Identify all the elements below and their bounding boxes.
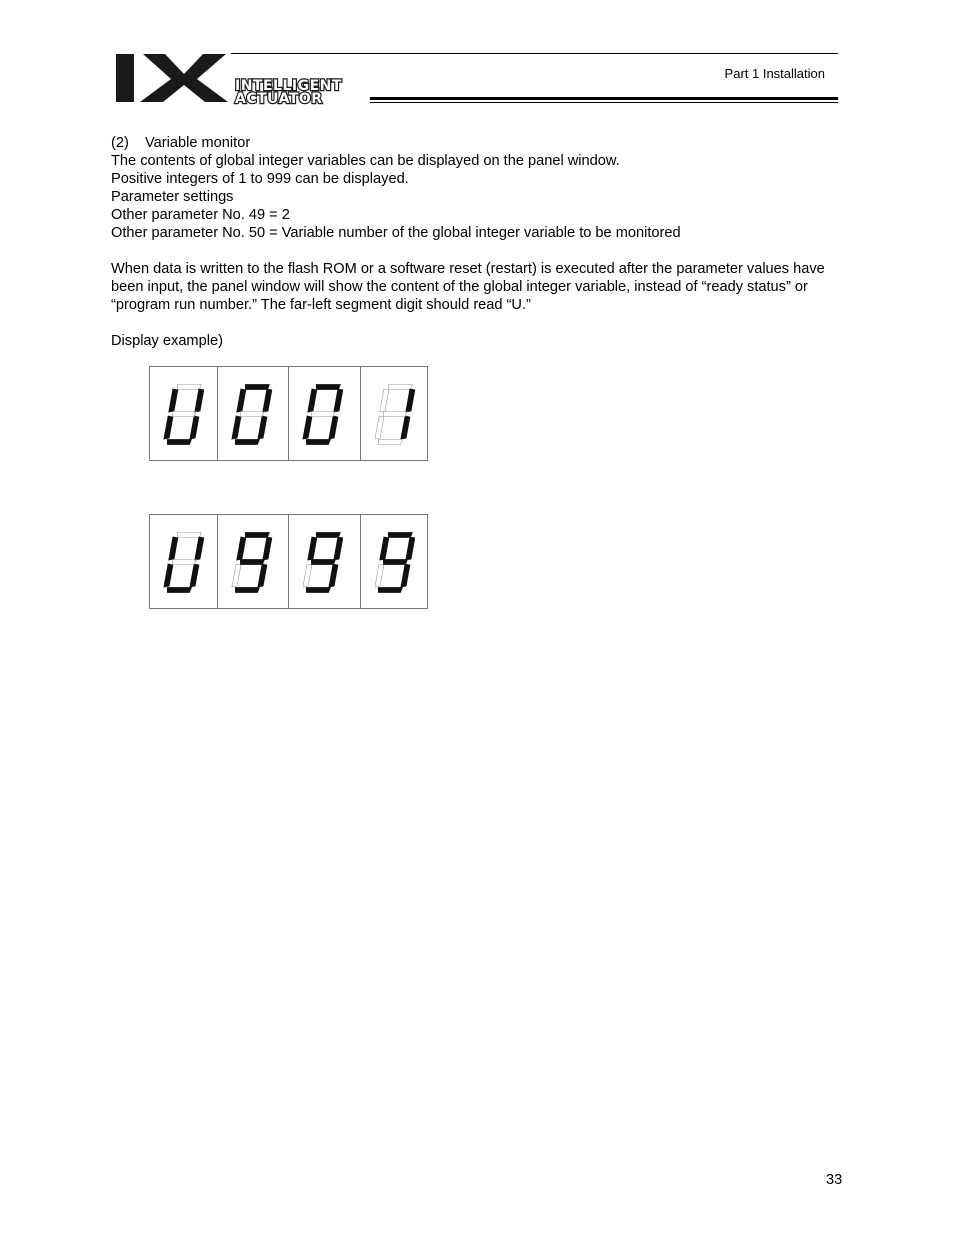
segment-b [406, 537, 415, 560]
segment-b [334, 389, 343, 412]
segment-e [164, 564, 173, 587]
segment-d [378, 588, 402, 593]
segment-d [306, 440, 330, 445]
segment-b [263, 389, 272, 412]
segment-a [388, 385, 412, 390]
seven-segment-digit [371, 529, 423, 595]
ix-logo [113, 50, 398, 106]
segment-e [375, 416, 384, 439]
segment-c [329, 564, 338, 587]
segment-b [195, 537, 204, 560]
segment-e [232, 416, 241, 439]
display-panel-1 [149, 366, 428, 461]
body-paragraph: When data is written to the flash ROM or a software reset (restart) is executed after the parameter values have been input, the panel window will show the content of the global integer variable, instead of “ready status” or “program run number.” The far-left segment digit should read “U.” [111, 261, 825, 313]
segment-c [258, 564, 267, 587]
section-label: Part 1 Installation [724, 66, 825, 81]
seven-segment-digit [228, 529, 280, 595]
segment-f [237, 537, 246, 560]
seven-segment-digit [160, 381, 212, 447]
logo-line1: INTELLIGENT [235, 78, 342, 94]
section-number: (2) [111, 135, 129, 151]
segment-f [169, 389, 178, 412]
seven-segment-digit [299, 529, 351, 595]
segment-f [237, 389, 246, 412]
segment-g [383, 412, 407, 417]
segment-g [311, 560, 335, 565]
display-panel-2 [149, 514, 428, 609]
segment-b [406, 389, 415, 412]
segment-c [329, 416, 338, 439]
seven-segment-digit [160, 529, 212, 595]
body-line: Other parameter No. 49 = 2 [111, 207, 290, 223]
header-rule-bottom-thin [370, 102, 838, 103]
section-title: Variable monitor [145, 135, 251, 151]
content [111, 134, 841, 350]
segment-d [167, 440, 191, 445]
segment-a [388, 533, 412, 538]
segment-g [240, 560, 264, 565]
segment-g [311, 412, 335, 417]
seven-segment-digit [228, 381, 280, 447]
body-line: Positive integers of 1 to 999 can be displayed. [111, 171, 409, 187]
segment-e [303, 564, 312, 587]
segment-c [258, 416, 267, 439]
segment-f [380, 389, 389, 412]
segment-d [167, 588, 191, 593]
segment-a [177, 385, 201, 390]
segment-f [308, 537, 317, 560]
digit-cell [218, 515, 289, 608]
segment-c [190, 416, 199, 439]
segment-g [172, 412, 196, 417]
segment-f [308, 389, 317, 412]
segment-a [316, 385, 340, 390]
digit-cell [361, 367, 427, 460]
body-line: Other parameter No. 50 = Variable number of the global integer variable to be monitored [111, 225, 681, 241]
digit-cell [218, 367, 289, 460]
segment-g [383, 560, 407, 565]
segment-a [177, 533, 201, 538]
segment-c [401, 416, 410, 439]
segment-g [172, 560, 196, 565]
segment-e [232, 564, 241, 587]
segment-d [306, 588, 330, 593]
segment-b [334, 537, 343, 560]
segment-c [401, 564, 410, 587]
digit-cell [150, 367, 218, 460]
seven-segment-digit [371, 381, 423, 447]
page-number: 33 [826, 1172, 843, 1188]
segment-c [190, 564, 199, 587]
segment-d [378, 440, 402, 445]
logo-line2: ACTUATOR [235, 91, 323, 106]
segment-a [245, 533, 269, 538]
segment-b [263, 537, 272, 560]
header-rule-top [231, 53, 838, 54]
header-rule-bottom [370, 97, 838, 100]
segment-d [235, 588, 259, 593]
segment-a [245, 385, 269, 390]
digit-cell [361, 515, 427, 608]
segment-d [235, 440, 259, 445]
segment-a [316, 533, 340, 538]
seven-segment-digit [299, 381, 351, 447]
example-label: Display example) [111, 333, 223, 349]
body-line: The contents of global integer variables can be displayed on the panel window. [111, 153, 620, 169]
segment-e [375, 564, 384, 587]
digit-cell [289, 515, 361, 608]
segment-e [164, 416, 173, 439]
segment-f [169, 537, 178, 560]
segment-e [303, 416, 312, 439]
section-heading [111, 134, 841, 152]
body-line: Parameter settings [111, 189, 234, 205]
segment-f [380, 537, 389, 560]
digit-cell [289, 367, 361, 460]
segment-b [195, 389, 204, 412]
segment-g [240, 412, 264, 417]
digit-cell [150, 515, 218, 608]
